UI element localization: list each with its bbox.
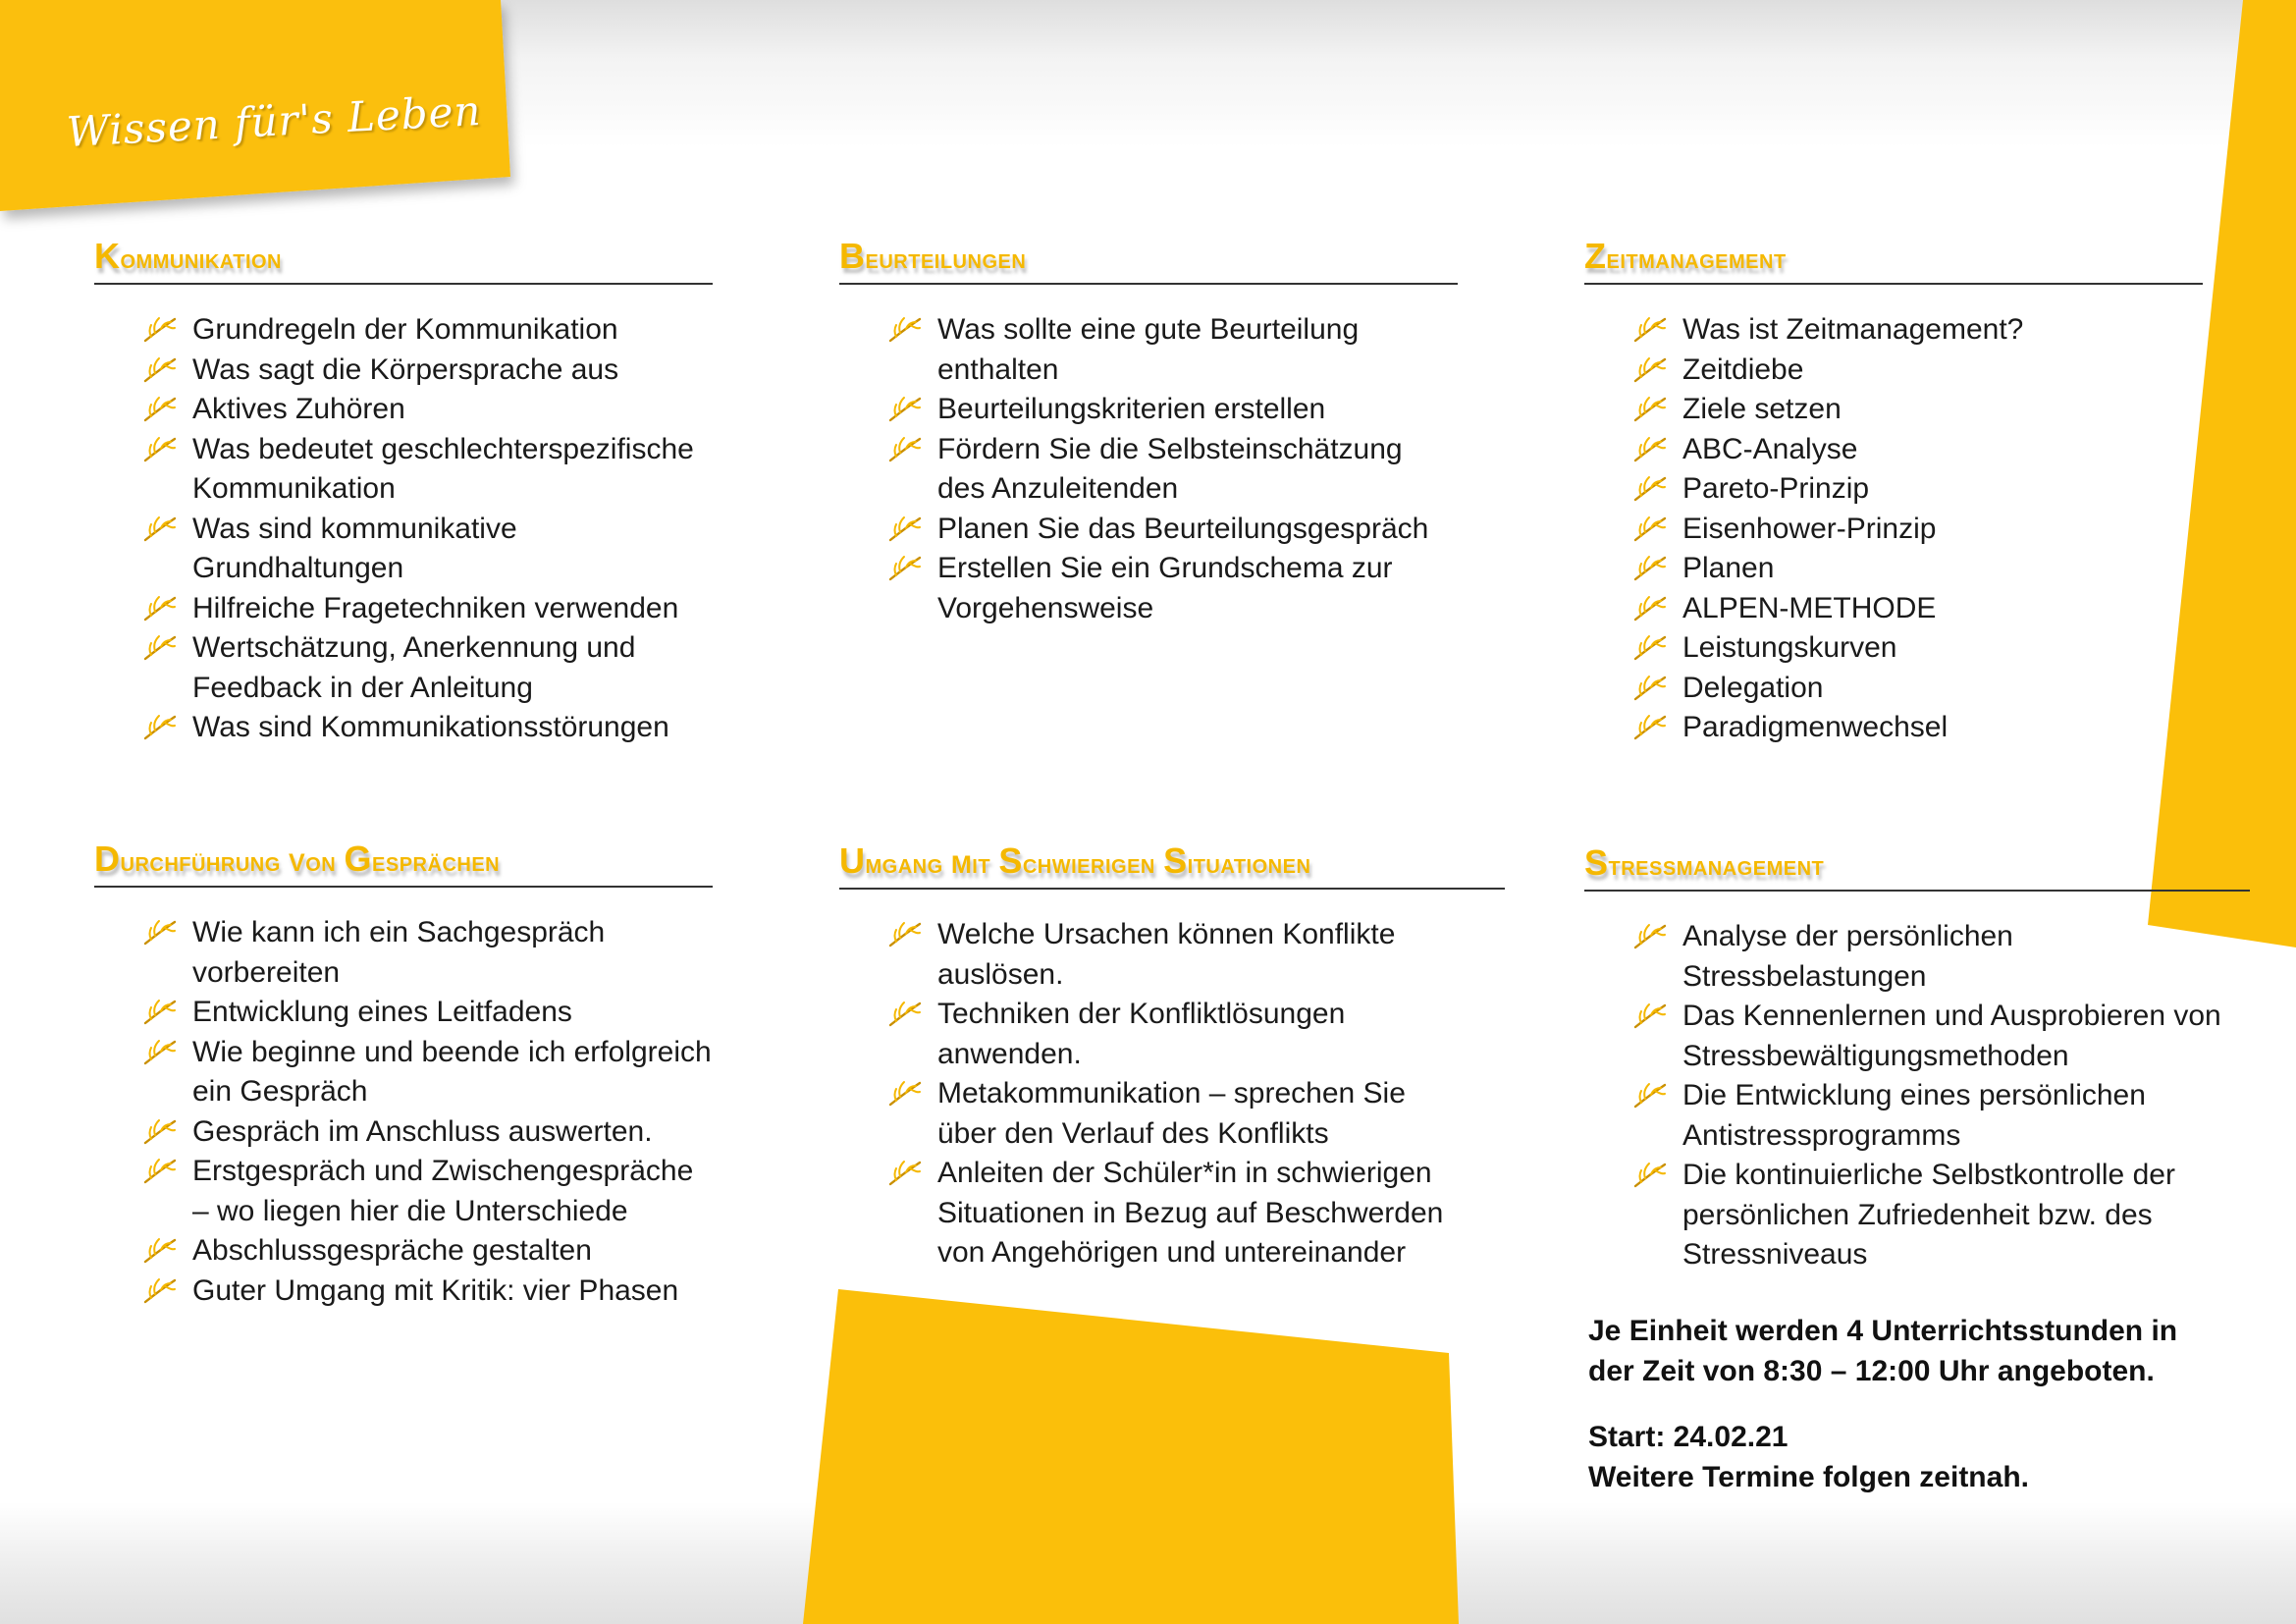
leaf-bullet-icon (888, 1159, 922, 1188)
leaf-bullet-icon (1633, 1161, 1667, 1190)
list-item: Wie beginne und beende ich erfolgreich ein Gespräch (143, 1033, 713, 1112)
list-item: Planen Sie das Beurteilungsgespräch (888, 510, 1458, 550)
list-item: Was sind kommunikative Grundhaltungen (143, 510, 713, 589)
leaf-bullet-icon (1633, 474, 1667, 504)
leaf-bullet-icon (143, 1038, 177, 1067)
leaf-bullet-icon (143, 514, 177, 544)
leaf-bullet-icon (1633, 713, 1667, 742)
list-item: Fördern Sie die Selbsteinschätzung des Anzuleitenden (888, 430, 1458, 510)
list-item: ABC-Analyse (1633, 430, 2203, 470)
topic-list (1584, 310, 2203, 748)
list-item: ALPEN-METHODE (1633, 589, 2203, 629)
list-item: Wie kann ich ein Sachgespräch vorbereiten (143, 913, 713, 993)
list-item: Leistungskurven (1633, 628, 2203, 669)
section-kommunikation (94, 236, 713, 748)
topic-list (1584, 917, 2222, 1275)
list-item: Eisenhower-Prinzip (1633, 510, 2203, 550)
section-stressmanagement (1584, 842, 2250, 1275)
leaf-bullet-icon (888, 395, 922, 424)
leaf-bullet-icon (1633, 1081, 1667, 1110)
list-item: Was sind Kommunikationsstörungen (143, 708, 713, 748)
list-item: Aktives Zuhören (143, 390, 713, 430)
list-item: Hilfreiche Fragetechniken verwenden (143, 589, 713, 629)
leaf-bullet-icon (143, 1276, 177, 1306)
section-gespraeche (94, 839, 713, 1311)
list-item: Paradigmenwechsel (1633, 708, 2203, 748)
leaf-bullet-icon (1633, 514, 1667, 544)
section-title: Zeitmanagement (1584, 236, 2203, 285)
section-beurteilungen (839, 236, 1458, 628)
brand-logo: Wissen für's Leben (65, 85, 483, 156)
list-item: Delegation (1633, 669, 2203, 709)
leaf-bullet-icon (1633, 395, 1667, 424)
list-item: Anleiten der Schüler*in in schwierigen Situationen in Bezug auf Beschwerden von Angehörigen und untereinander (888, 1154, 1458, 1273)
leaf-bullet-icon (888, 435, 922, 464)
leaf-bullet-icon (888, 315, 922, 345)
start-date: Start: 24.02.21 (1588, 1421, 1789, 1453)
leaf-bullet-icon (143, 1157, 177, 1186)
list-item: Guter Umgang mit Kritik: vier Phasen (143, 1272, 713, 1312)
section-title: Stressmanagement (1584, 842, 2250, 892)
list-item: Gespräch im Anschluss auswerten. (143, 1112, 713, 1153)
list-item: Was bedeutet geschlechterspezifische Kommunikation (143, 430, 713, 510)
leaf-bullet-icon (1633, 435, 1667, 464)
list-item: Analyse der persönlichen Stressbelastungen (1633, 917, 2222, 997)
schedule-info (1588, 1311, 2177, 1391)
list-item: Techniken der Konfliktlösungen anwenden. (888, 995, 1458, 1074)
list-item: Die kontinuierliche Selbstkontrolle der persönlichen Zufriedenheit bzw. des Stressniveaus (1633, 1156, 2222, 1275)
list-item: Wertschätzung, Anerkennung und Feedback in der Anleitung (143, 628, 713, 708)
topic-list (94, 913, 713, 1311)
leaf-bullet-icon (1633, 1001, 1667, 1031)
list-item: Pareto-Prinzip (1633, 469, 2203, 510)
leaf-bullet-icon (1633, 674, 1667, 703)
more-dates-note: Weitere Termine folgen zeitnah. (1588, 1461, 2029, 1493)
list-item: Beurteilungskriterien erstellen (888, 390, 1458, 430)
leaf-bullet-icon (143, 633, 177, 663)
leaf-bullet-icon (888, 1000, 922, 1029)
list-item: Welche Ursachen können Konflikte auslösen. (888, 915, 1458, 995)
topic-list (839, 915, 1458, 1273)
section-schwierige-situationen (839, 840, 1505, 1273)
leaf-bullet-icon (143, 713, 177, 742)
leaf-bullet-icon (888, 920, 922, 949)
list-item: Zeitdiebe (1633, 351, 2203, 391)
list-item: Was sollte eine gute Beurteilung enthalten (888, 310, 1458, 390)
list-item: Was sagt die Körpersprache aus (143, 351, 713, 391)
leaf-bullet-icon (888, 554, 922, 583)
leaf-bullet-icon (143, 998, 177, 1027)
leaf-bullet-icon (143, 435, 177, 464)
leaf-bullet-icon (1633, 633, 1667, 663)
list-item: Ziele setzen (1633, 390, 2203, 430)
leaf-bullet-icon (143, 918, 177, 947)
topic-list (94, 310, 713, 748)
leaf-bullet-icon (1633, 315, 1667, 345)
list-item: Planen (1633, 549, 2203, 589)
list-item: Abschlussgespräche gestalten (143, 1231, 713, 1272)
leaf-bullet-icon (888, 514, 922, 544)
leaf-bullet-icon (143, 1117, 177, 1147)
topic-list (839, 310, 1458, 628)
bottom-slab-shape (803, 1289, 1459, 1624)
list-item: Entwicklung eines Leitfadens (143, 993, 713, 1033)
list-item: Die Entwicklung eines persönlichen Antistressprogramms (1633, 1076, 2222, 1156)
leaf-bullet-icon (143, 355, 177, 385)
list-item: Das Kennenlernen und Ausprobieren von Stressbewältigungsmethoden (1633, 997, 2222, 1076)
section-title: Beurteilungen (839, 236, 1458, 285)
section-title: Umgang mit Schwierigen Situationen (839, 840, 1505, 890)
section-zeitmanagement (1584, 236, 2203, 748)
list-item: Erstgespräch und Zwischengespräche – wo liegen hier die Unterschiede (143, 1152, 713, 1231)
section-title: Kommunikation (94, 236, 713, 285)
list-item: Metakommunikation – sprechen Sie über den Verlauf des Konflikts (888, 1074, 1458, 1154)
leaf-bullet-icon (143, 1236, 177, 1266)
leaf-bullet-icon (1633, 594, 1667, 623)
leaf-bullet-icon (143, 315, 177, 345)
leaf-bullet-icon (1633, 922, 1667, 951)
list-item: Erstellen Sie ein Grundschema zur Vorgehensweise (888, 549, 1458, 628)
hours-line-1: Je Einheit werden 4 Unterrichtsstunden in (1588, 1315, 2178, 1347)
leaf-bullet-icon (143, 594, 177, 623)
leaf-bullet-icon (1633, 355, 1667, 385)
leaf-bullet-icon (143, 395, 177, 424)
hours-line-2: der Zeit von 8:30 – 12:00 Uhr angeboten. (1588, 1355, 2155, 1387)
start-info (1588, 1417, 2029, 1497)
leaf-bullet-icon (888, 1079, 922, 1109)
leaf-bullet-icon (1633, 554, 1667, 583)
section-title: Durchführung von Gesprächen (94, 839, 713, 888)
list-item: Was ist Zeitmanagement? (1633, 310, 2203, 351)
list-item: Grundregeln der Kommunikation (143, 310, 713, 351)
